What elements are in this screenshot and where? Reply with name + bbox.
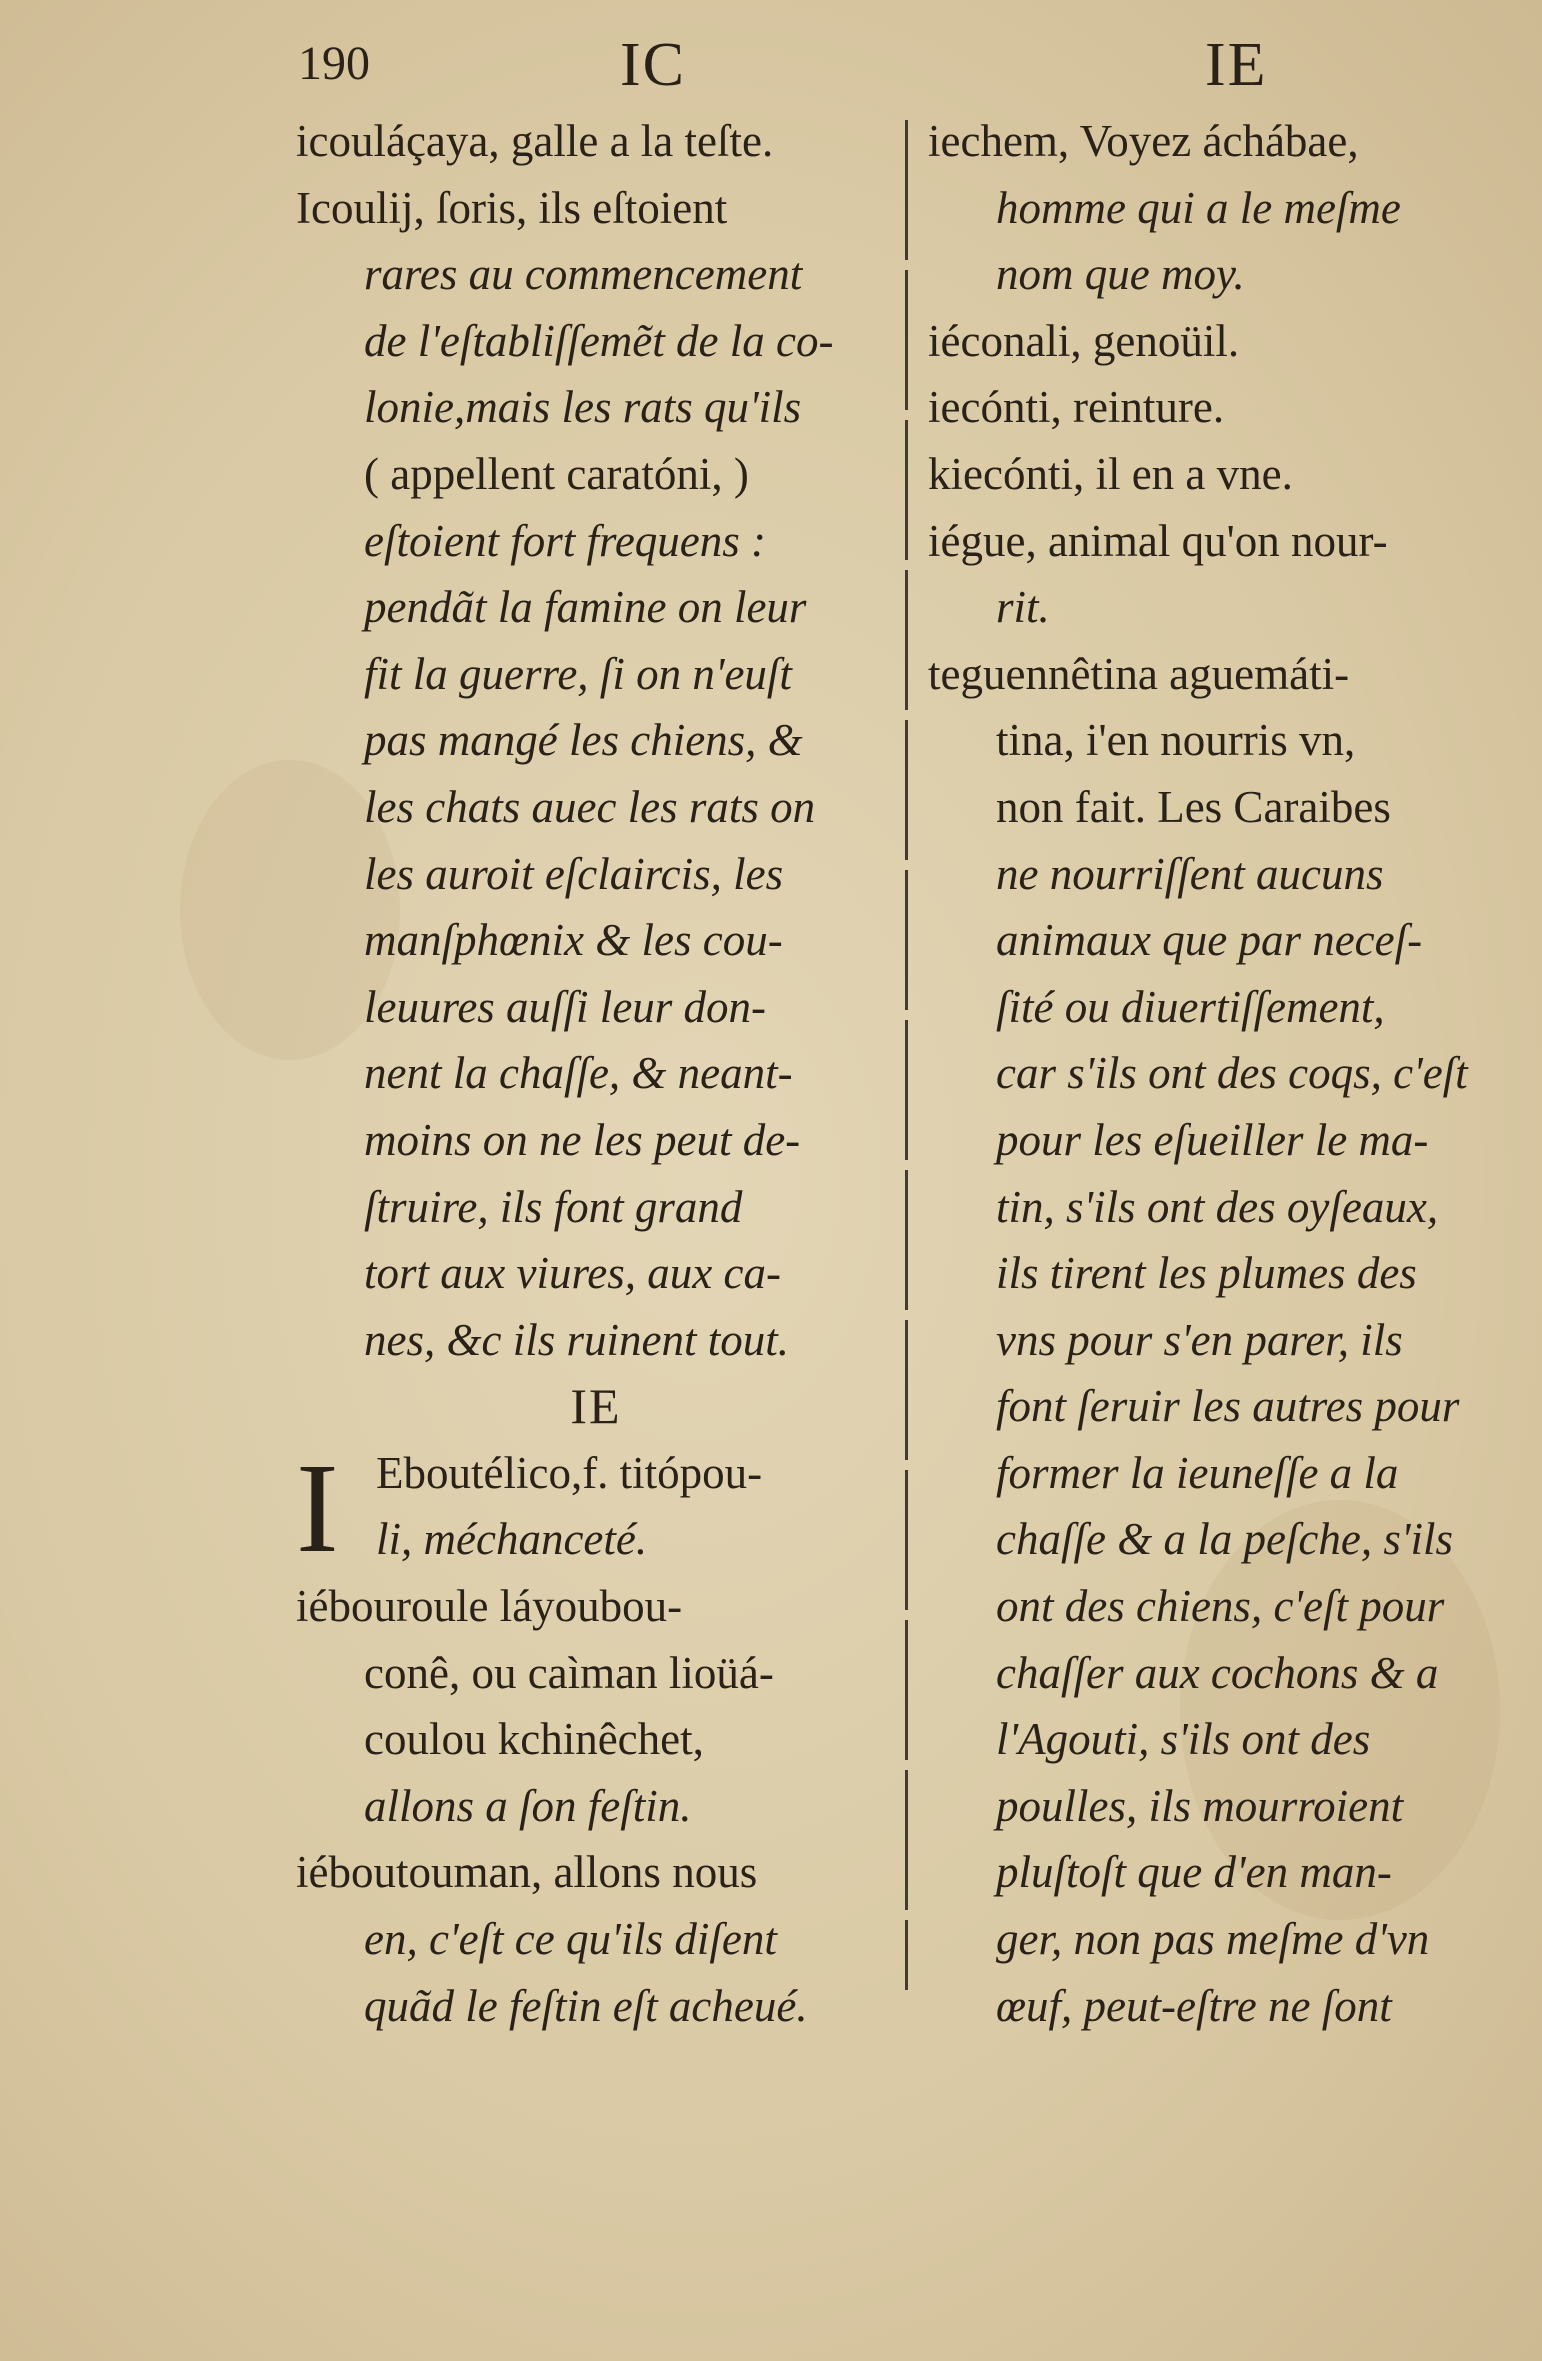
entry-line: quãd le feſtin eſt acheué. bbox=[364, 1980, 808, 2031]
entry-line: iébouroule láyoubou- bbox=[296, 1581, 683, 1632]
entry-line: pas mangé les chiens, & bbox=[364, 715, 803, 766]
entry-line: kiecónti, il en a vne. bbox=[928, 448, 1293, 499]
entry-line: rares au commencement bbox=[364, 249, 803, 300]
right-column bbox=[928, 108, 1508, 2039]
drop-cap: I bbox=[296, 1436, 339, 1579]
entry-line: chaſſer aux cochons & a bbox=[996, 1647, 1439, 1698]
entry-line: li, méchanceté. bbox=[376, 1514, 648, 1565]
entry-line: allons a ſon feſtin. bbox=[364, 1780, 692, 1831]
left-column bbox=[296, 108, 896, 2039]
entry-line: former la ieuneſſe a la bbox=[996, 1447, 1399, 1498]
entry-line: Eboutélico,f. titópou- bbox=[376, 1447, 763, 1498]
entry-line: ils tirent les plumes des bbox=[996, 1248, 1417, 1299]
entry-line: animaux que par neceſ- bbox=[996, 915, 1423, 966]
running-head bbox=[0, 20, 1542, 110]
entry-line: manſphœnix & les cou- bbox=[364, 915, 783, 966]
entry-line: Icoulij, ſoris, ils eſtoient bbox=[296, 182, 728, 233]
entry-line: ger, non pas meſme d'vn bbox=[996, 1914, 1430, 1965]
entry-line: non fait. Les Caraibes bbox=[996, 781, 1391, 832]
entry-line: tort aux viures, aux ca- bbox=[364, 1248, 781, 1299]
entry-line: iéconali, genoüil. bbox=[928, 315, 1240, 366]
entry-line: car s'ils ont des coqs, c'eſt bbox=[996, 1048, 1468, 1099]
entry-line: teguennêtina aguemáti- bbox=[928, 648, 1350, 699]
entry-line: ſité ou diuertiſſement, bbox=[996, 981, 1385, 1032]
entry-line: conê, ou caìman lioüá- bbox=[364, 1647, 774, 1698]
entry-line: font ſeruir les autres pour bbox=[996, 1381, 1460, 1432]
section-heading: IE bbox=[570, 1378, 622, 1435]
entry-line: icouláçaya, galle a la teſte. bbox=[296, 116, 774, 166]
right-column-head: IE bbox=[1205, 31, 1268, 99]
entry-line: rit. bbox=[996, 582, 1050, 633]
entry-line: leuures auſſi leur don- bbox=[364, 981, 767, 1032]
column-divider bbox=[905, 120, 908, 1990]
entry-line: poulles, ils mourroient bbox=[996, 1780, 1404, 1831]
entry-line: pour les eſueiller le ma- bbox=[996, 1114, 1429, 1165]
entry-line: moins on ne les peut de- bbox=[364, 1114, 801, 1165]
entry-line: les auroit eſclaircis, les bbox=[364, 848, 784, 899]
page-number: 190 bbox=[298, 37, 370, 90]
entry-line: tin, s'ils ont des oyſeaux, bbox=[996, 1181, 1439, 1232]
entry-line: les chats auec les rats on bbox=[364, 781, 816, 832]
entry-line: iechem, Voyez áchábae, bbox=[928, 116, 1359, 166]
entry-line: coulou kchinêchet, bbox=[364, 1714, 704, 1765]
entry-line: nent la chaſſe, & neant- bbox=[364, 1048, 793, 1099]
entry-line: pendãt la famine on leur bbox=[364, 582, 807, 633]
entry-line: pluſtoſt que d'en man- bbox=[996, 1847, 1392, 1898]
entry-line: iéboutouman, allons nous bbox=[296, 1847, 758, 1898]
entry-line: vns pour s'en parer, ils bbox=[996, 1314, 1403, 1365]
entry-line: lonie,mais les rats qu'ils bbox=[364, 382, 802, 433]
entry-line: en, c'eſt ce qu'ils diſent bbox=[364, 1914, 777, 1965]
entry-line: homme qui a le meſme bbox=[996, 182, 1401, 233]
entry-line: nes, &c ils ruinent tout. bbox=[364, 1314, 789, 1365]
dropcap-entry bbox=[296, 1436, 896, 1579]
entry-line: de l'eſtabliſſemẽt de la co- bbox=[364, 315, 834, 366]
entry-line: tina, i'en nourris vn, bbox=[996, 715, 1356, 766]
entry-line: iecónti, reinture. bbox=[928, 382, 1225, 433]
entry-line: chaſſe & a la peſche, s'ils bbox=[996, 1514, 1454, 1565]
entry-line: ( appellent caratóni, ) bbox=[364, 448, 749, 499]
entry-line: nom que moy. bbox=[996, 249, 1245, 300]
entry-line: ne nourriſſent aucuns bbox=[996, 848, 1384, 899]
entry-line: fit la guerre, ſi on n'euſt bbox=[364, 648, 792, 699]
entry-line: œuf, peut-eſtre ne ſont bbox=[996, 1980, 1392, 2031]
left-column-head: IC bbox=[620, 31, 686, 99]
entry-line: iégue, animal qu'on nour- bbox=[928, 515, 1388, 566]
entry-line: eſtoient fort frequens : bbox=[364, 515, 767, 566]
entry-line: l'Agouti, s'ils ont des bbox=[996, 1714, 1371, 1765]
entry-line: ſtruire, ils font grand bbox=[364, 1181, 743, 1232]
entry-line: ont des chiens, c'eſt pour bbox=[996, 1581, 1445, 1632]
